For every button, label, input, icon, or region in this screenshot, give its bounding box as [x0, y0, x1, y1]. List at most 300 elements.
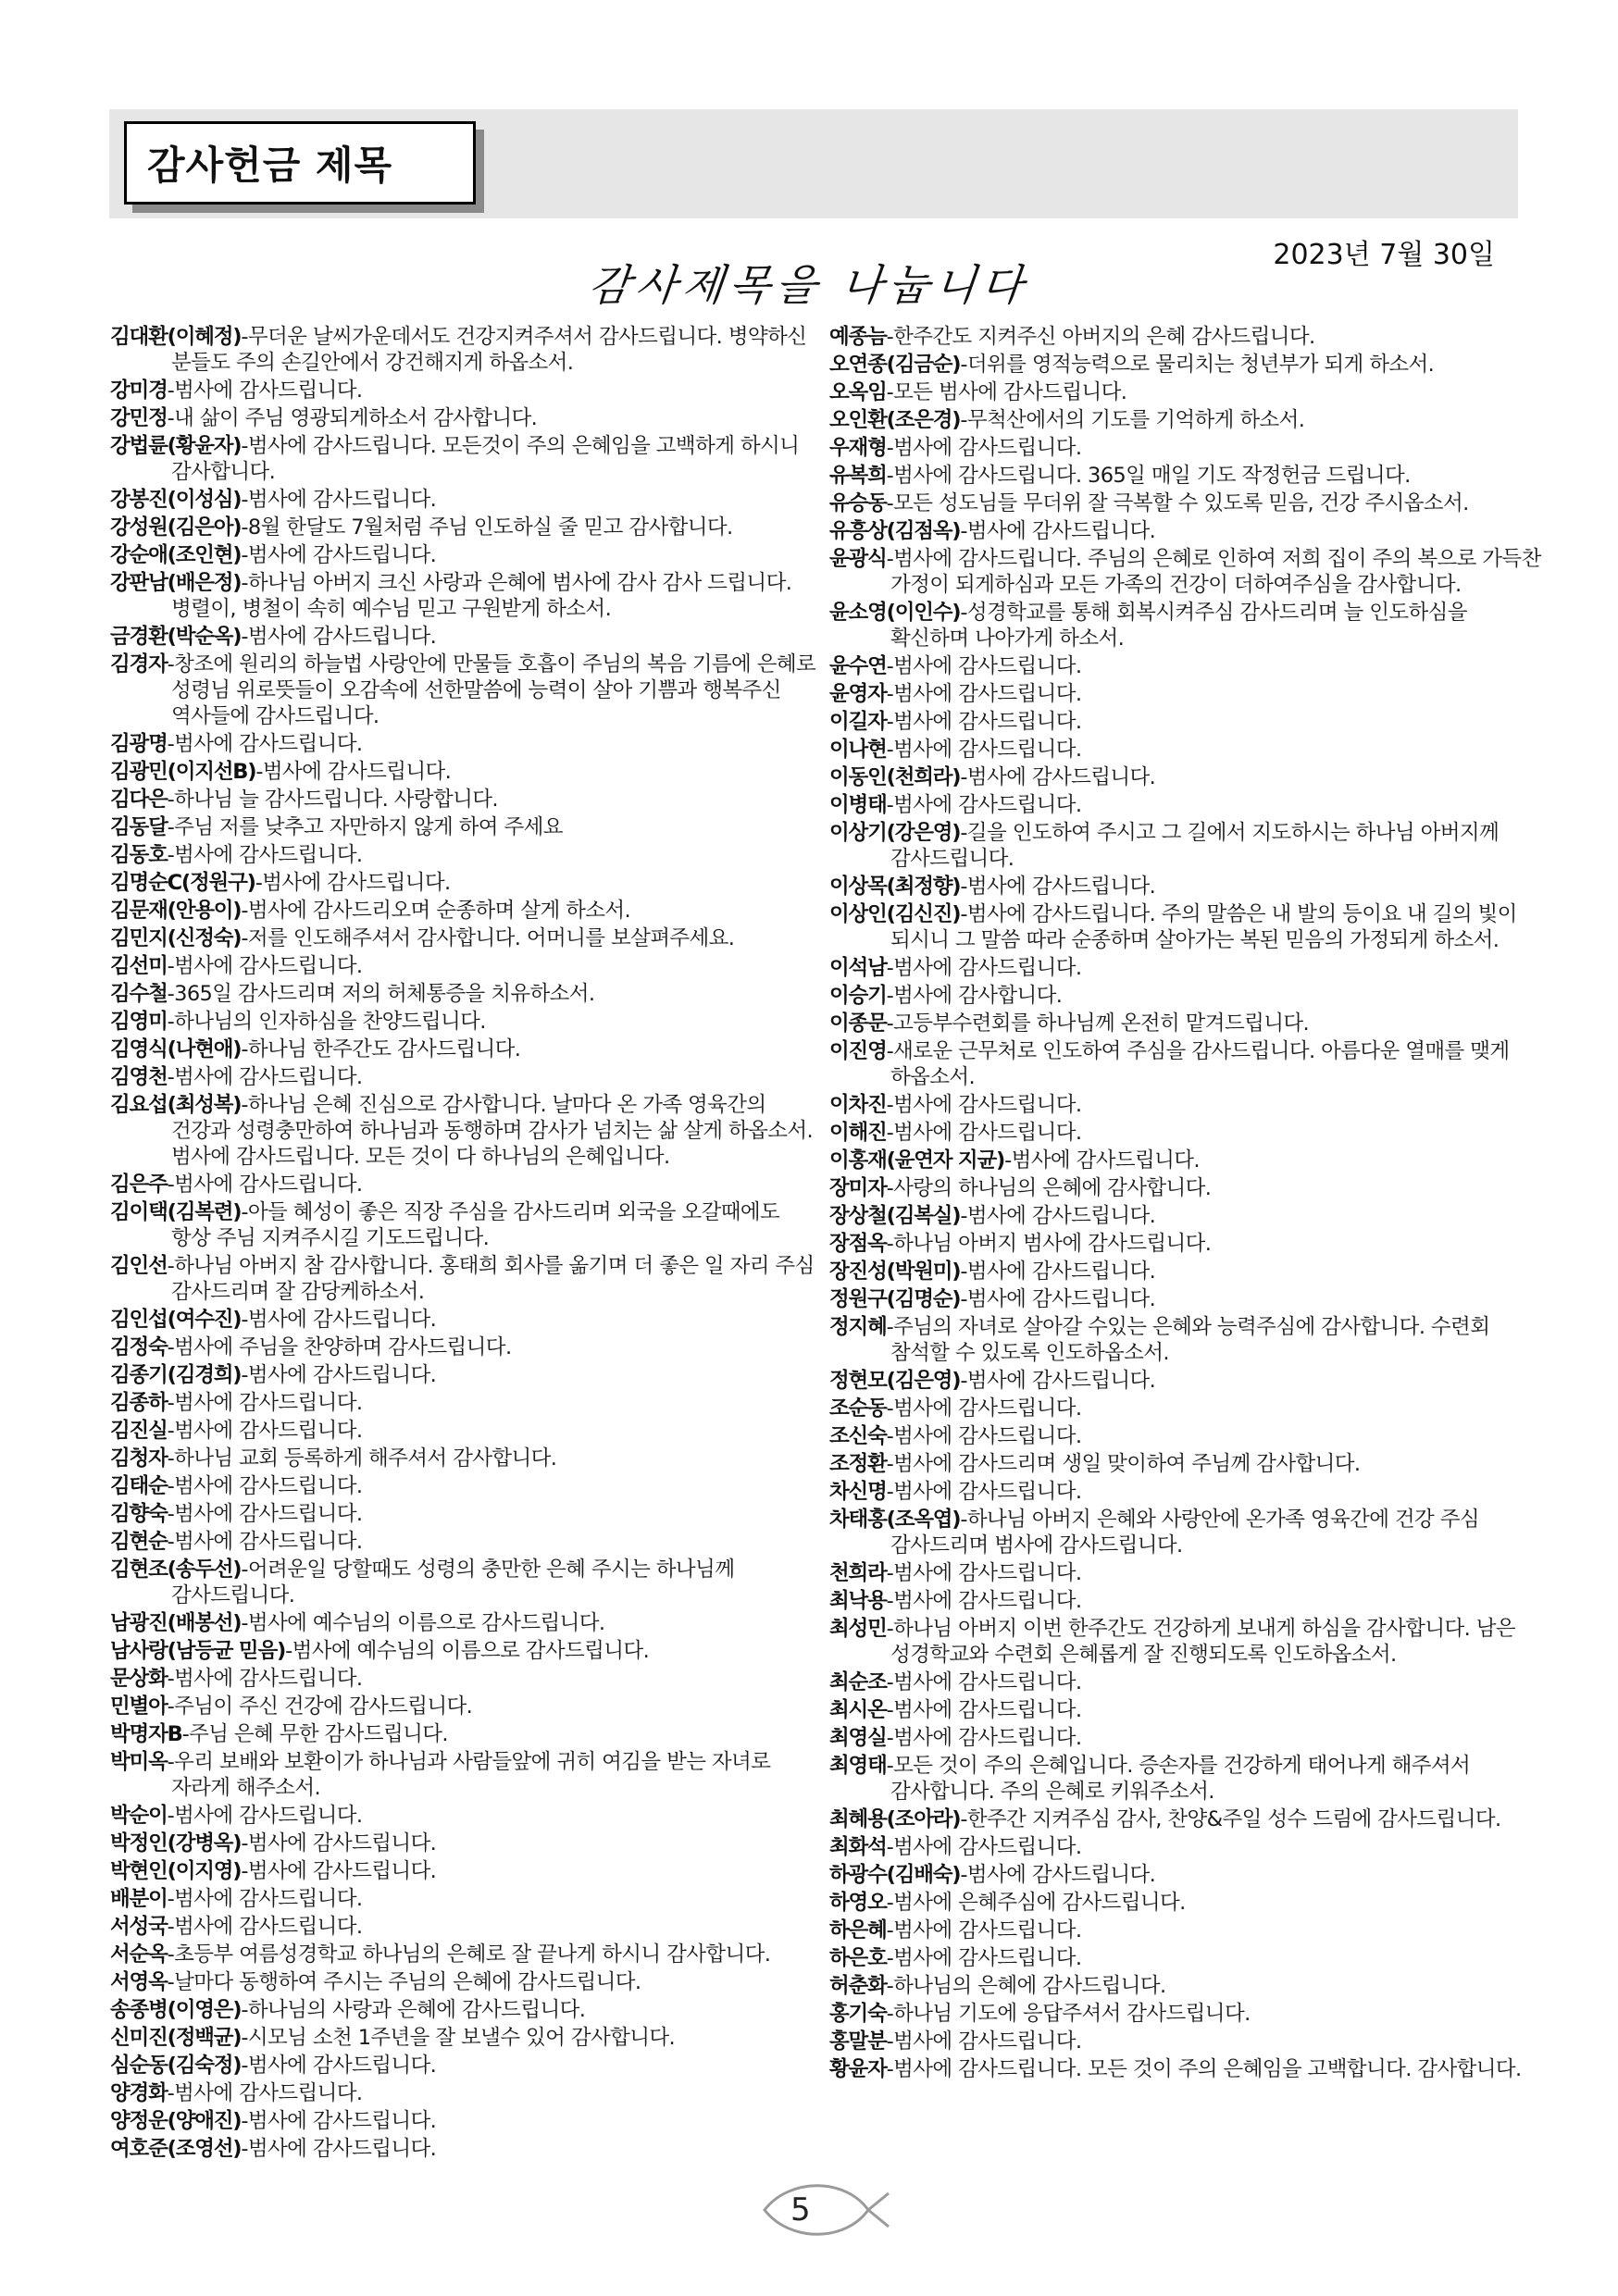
entry-name: 강판남(배은정) [110, 571, 242, 595]
entry-name: 박정인(강병옥) [110, 1831, 242, 1855]
entry-message: -범사에 감사합니다. [886, 984, 1063, 1008]
thanks-entry [110, 570, 823, 622]
thanks-entry [110, 2108, 823, 2134]
entry-message: -성경학교를 통해 회복시켜주심 감사드리며 늘 인도하심을 확신하며 나아가게 하소서. [890, 601, 1467, 651]
entry-name: 정원구(김명순) [829, 1287, 961, 1311]
entry-name: 서영옥 [110, 1970, 168, 1994]
entry-message: -범사에 감사드립니다. [886, 1918, 1082, 1942]
entry-message: -범사에 감사드립니다. [241, 543, 437, 567]
entry-message: -모든 성도님들 무더위 잘 극복할 수 있도록 믿음, 건강 주시옵소서. [886, 491, 1469, 515]
entry-name: 박미옥 [110, 1750, 168, 1774]
entry-name: 신미진(정백균) [110, 2026, 242, 2050]
entry-message: -범사에 감사드립니다. [886, 1835, 1082, 1859]
thanks-entry [110, 2080, 823, 2106]
entry-name: 김인선 [110, 1254, 168, 1278]
entry-message: -아들 혜성이 좋은 직장 주심을 감사드리며 외국을 오갈때에도 항상 주님 지켜주시길 기도드립니다. [171, 1200, 780, 1250]
thanks-entry [829, 1175, 1542, 1201]
entry-message: -범사에 감사드립니다. [1004, 1148, 1200, 1173]
entry-message: -범사에 감사드립니다. [886, 1589, 1082, 1613]
entry-message: -범사에 감사드립니다. [241, 2109, 437, 2133]
entry-name: 남광진(배봉선) [110, 1611, 242, 1635]
entry-message: -초등부 여름성경학교 하나님의 은혜로 잘 끝나게 하시니 감사합니다. [167, 1942, 771, 1967]
entry-name: 김현조(송두선) [110, 1558, 242, 1582]
thanks-entry [110, 542, 823, 568]
entry-message: -범사에 감사드립니다. [167, 1887, 363, 1911]
section-title-box [124, 121, 476, 205]
entry-name: 조정환 [829, 1452, 887, 1476]
entry-message: -하나님 아버지 크신 사랑과 은혜에 범사에 감사 감사 드립니다. 병렬이, 병철이 속히 예수님 믿고 구원받게 하소서. [171, 571, 792, 621]
entry-name: 김영식(나현애) [110, 1037, 242, 1061]
page-title: 감사헌금 제목 [147, 143, 393, 188]
thanks-entry [829, 1148, 1542, 1173]
thanks-entry [829, 463, 1542, 489]
entry-name: 김이택(김복련) [110, 1200, 242, 1224]
entry-name: 유흥상(김점옥) [829, 519, 961, 543]
thanks-entry [829, 407, 1542, 433]
entry-message: -범사에 감사드립니다. [167, 843, 363, 867]
entry-name: 최낙용 [829, 1589, 887, 1613]
entry-message: -모든 범사에 감사드립니다. [886, 380, 1127, 404]
entry-name: 조순동 [829, 1396, 887, 1421]
entry-name: 하은혜 [829, 1918, 887, 1942]
thanks-entry [110, 759, 823, 785]
entry-message: -하나님의 은혜에 감사드립니다. [886, 1974, 1166, 1998]
entry-message: -범사에 감사드립니다. [886, 793, 1082, 817]
entry-name: 김민지(신정숙) [110, 926, 242, 950]
entry-name: 김대환(이혜정) [110, 325, 242, 349]
fish-icon [757, 2173, 896, 2247]
entry-message: -하나님 늘 감사드립니다. 사랑합니다. [167, 788, 498, 812]
entry-message: -범사에 감사드립니다. 모든것이 주의 은혜임을 고백하게 하시니 감사합니다. [171, 434, 800, 484]
thanks-entry [829, 1890, 1542, 1916]
thanks-entry [829, 1588, 1542, 1614]
entry-name: 서성국 [110, 1915, 168, 1939]
entry-name: 문상화 [110, 1667, 168, 1691]
entry-name: 양경화 [110, 2081, 168, 2105]
entry-name: 예종늠 [829, 325, 887, 349]
entry-message: -범사에 은혜주심에 감사드립니다. [886, 1891, 1186, 1915]
thanks-entry [110, 953, 823, 979]
entry-message: -범사에 감사드립니다. [241, 1363, 437, 1387]
entry-name: 이홍재(윤연자 지균) [829, 1148, 1005, 1173]
entry-name: 박순이 [110, 1804, 168, 1828]
entry-message: -범사에 감사드립니다. [167, 1173, 363, 1197]
entry-name: 오인환(조은경) [829, 408, 961, 432]
entry-message: -범사에 감사드립니다. 주님의 은혜로 인하여 저희 집이 주의 복으로 가득찬 가정이 되게하심과 모든 가족의 건강이 더하여주심을 감사합니다. [886, 547, 1541, 597]
entry-message: -범사에 감사드립니다. [886, 682, 1082, 706]
thanks-entry [829, 653, 1542, 679]
entry-name: 김현순 [110, 1530, 168, 1554]
entry-message: -범사에 감사드리며 생일 맞이하여 주님께 감사합니다. [886, 1452, 1361, 1476]
thanks-entry [829, 2001, 1542, 2027]
thanks-entry [110, 1253, 823, 1305]
entry-message: -8월 한달도 7월처럼 주님 인도하실 줄 믿고 감사합니다. [241, 515, 733, 540]
entry-name: 황윤자 [829, 2057, 887, 2081]
entry-message: -범사에 감사드리오며 순종하며 살게 하소서. [241, 899, 631, 923]
thanks-entry [110, 1749, 823, 1801]
entry-name: 남사랑(남등균 믿음) [110, 1639, 286, 1663]
entry-name: 이길자 [829, 710, 887, 734]
entry-message: -범사에 감사드립니다. [167, 1530, 363, 1554]
thanks-entry [829, 600, 1542, 652]
entry-message: -범사에 예수님의 이름으로 감사드립니다. [241, 1611, 605, 1635]
thanks-entry [829, 1092, 1542, 1118]
thanks-entry [829, 379, 1542, 405]
thanks-entry [110, 1092, 823, 1170]
thanks-entry [829, 1259, 1542, 1285]
entry-name: 김선미 [110, 954, 168, 978]
thanks-entry [829, 955, 1542, 981]
entry-message: -하나님 한주간도 감사드립니다. [241, 1037, 521, 1061]
thanks-entry [110, 731, 823, 757]
thanks-entry [110, 1886, 823, 1912]
entry-message: -어려운일 당할때도 성령의 충만한 은혜 주시는 하나님께 감사드립니다. [171, 1558, 735, 1607]
thanks-entry [110, 1307, 823, 1333]
entry-name: 이상목(최정향) [829, 875, 961, 899]
left-column [110, 324, 823, 2166]
entry-name: 최화석 [829, 1835, 887, 1859]
entry-name: 윤소영(이인수) [829, 601, 961, 625]
entry-message: -길을 인도하여 주시고 그 길에서 지도하시는 하나님 아버지께 감사드립니다. [890, 821, 1500, 871]
thanks-entry [110, 2025, 823, 2051]
entry-message: -범사에 감사드립니다. [886, 1946, 1082, 1970]
entry-message: -주님의 자녀로 살아갈 수있는 은혜와 능력주심에 감사합니다. 수련회 참석할 수 있도록 인도하옵소서. [886, 1315, 1490, 1365]
entry-message: -범사에 감사드립니다. [960, 1204, 1156, 1228]
entry-name: 조신숙 [829, 1424, 887, 1448]
entry-message: -범사에 감사드립니다. [886, 2029, 1082, 2054]
thanks-entry [829, 1451, 1542, 1477]
thanks-entry [829, 1669, 1542, 1695]
thanks-entry [110, 842, 823, 868]
entry-message: -범사에 주님을 찬양하며 감사드립니다. [167, 1335, 512, 1359]
thanks-entry [829, 352, 1542, 378]
entry-message: -하나님 아버지 범사에 감사드립니다. [886, 1232, 1212, 1256]
thanks-entry [829, 764, 1542, 790]
entry-message: -사랑의 하나님의 은혜에 감사합니다. [886, 1176, 1212, 1200]
thanks-entry [829, 737, 1542, 763]
entry-message: -하나님 기도에 응답주셔서 감사드립니다. [886, 2002, 1251, 2026]
thanks-entry [829, 1203, 1542, 1229]
entry-name: 하광수(김배숙) [829, 1863, 961, 1887]
thanks-entry [829, 1286, 1542, 1312]
entry-name: 금경환(박순옥) [110, 625, 242, 649]
entry-name: 박현인(이지영) [110, 1859, 242, 1883]
thanks-entry [829, 435, 1542, 461]
entry-message: -범사에 감사드립니다. [886, 1726, 1082, 1750]
entry-message: -범사에 감사드립니다. [886, 956, 1082, 980]
entry-name: 양정운(양애진) [110, 2109, 242, 2133]
thanks-entry [110, 2053, 823, 2079]
thanks-entry [110, 378, 823, 403]
entry-message: -범사에 감사드립니다. [167, 1419, 363, 1443]
entry-name: 허춘화 [829, 1974, 887, 1998]
thanks-entry [110, 898, 823, 924]
thanks-entry [829, 792, 1542, 818]
entry-message: -범사에 감사드립니다. [886, 1670, 1082, 1694]
entry-name: 김수철 [110, 982, 168, 1006]
entry-name: 차태홍(조옥엽) [829, 1508, 961, 1532]
entry-message: -범사에 감사드립니다. [241, 488, 437, 512]
entry-name: 차신명 [829, 1480, 887, 1504]
entry-message: -하나님 아버지 참 감사합니다. 홍태희 회사를 옮기며 더 좋은 일 자리 주심 감사드리며 잘 감당케하소서. [167, 1254, 815, 1304]
entry-message: -무척산에서의 기도를 기억하게 하소서. [960, 408, 1305, 432]
entry-message: -범사에 감사드립니다. [886, 436, 1082, 460]
thanks-entry [829, 1368, 1542, 1394]
entry-name: 이진영 [829, 1039, 887, 1063]
entry-message: -범사에 감사드립니다. [241, 1831, 437, 1855]
entry-message: -범사에 감사드립니다. [960, 1369, 1156, 1393]
thanks-entry [829, 1423, 1542, 1449]
thanks-entry [110, 1831, 823, 1856]
entry-name: 강성원(김은아) [110, 515, 242, 540]
entry-name: 김종하 [110, 1391, 168, 1415]
entry-message: -저를 인도해주셔서 감사합니다. 어머니를 보살펴주세요. [241, 926, 735, 950]
entry-message: -하나님 교회 등록하게 해주셔서 감사합니다. [167, 1446, 557, 1471]
thanks-entry [829, 983, 1542, 1009]
thanks-entry [110, 1721, 823, 1747]
entry-message: -범사에 감사드립니다. [241, 2137, 437, 2161]
entry-message: -모든 것이 주의 은혜입니다. 증손자를 건강하게 태어나게 해주셔서 감사합니다. 주의 은혜로 키워주소서. [886, 1754, 1471, 1804]
thanks-entry [110, 487, 823, 513]
thanks-entry [829, 1507, 1542, 1558]
bulletin-date: 2023년 7월 30일 [1273, 239, 1495, 271]
entry-message: -범사에 감사드립니다. [886, 1698, 1082, 1722]
thanks-entry [110, 1009, 823, 1035]
entry-name: 김진실 [110, 1419, 168, 1443]
page-number-badge [757, 2173, 896, 2247]
thanks-entry [829, 1396, 1542, 1421]
thanks-entry [829, 1945, 1542, 1971]
thanks-entry [110, 1610, 823, 1636]
entry-name: 서순옥 [110, 1942, 168, 1967]
thanks-entry [110, 925, 823, 951]
entry-message: -범사에 감사드립니다. [241, 2054, 437, 2078]
entry-message: -범사에 감사드립니다. [886, 1396, 1082, 1421]
entry-name: 장점옥 [829, 1232, 887, 1256]
entry-name: 홍기숙 [829, 2002, 887, 2026]
entry-name: 김광민(이지선B) [110, 760, 256, 784]
entry-name: 김광명 [110, 732, 168, 756]
thanks-entry [829, 681, 1542, 707]
entry-name: 강순애(조인현) [110, 543, 242, 567]
entry-name: 장미자 [829, 1176, 887, 1200]
entry-message: -범사에 감사드립니다. [167, 1502, 363, 1526]
entry-message: -범사에 감사드립니다. [886, 710, 1082, 734]
thanks-entry [110, 1638, 823, 1664]
entry-message: -범사에 감사드립니다. 365일 매일 기도 작정헌금 드립니다. [886, 464, 1411, 488]
entry-message: -범사에 감사드립니다. [960, 1863, 1156, 1887]
entry-message: -범사에 감사드립니다. [960, 765, 1156, 789]
entry-message: -범사에 감사드립니다. [167, 1667, 363, 1691]
entry-name: 이병태 [829, 793, 887, 817]
entry-message: -범사에 감사드립니다. [241, 1308, 437, 1332]
entry-name: 송종병(이영은) [110, 1998, 242, 2022]
thanks-entry [110, 1969, 823, 1995]
thanks-entry [110, 1199, 823, 1251]
thanks-entry [110, 1334, 823, 1360]
entry-name: 김태순 [110, 1474, 168, 1498]
thanks-entry [829, 874, 1542, 900]
entry-message: -범사에 감사드립니다. [241, 1859, 437, 1883]
thanks-entry [829, 1479, 1542, 1505]
entry-name: 이승기 [829, 984, 887, 1008]
entry-name: 김명순C(정원구) [110, 871, 255, 895]
thanks-entry [110, 1362, 823, 1388]
entry-name: 윤영자 [829, 682, 887, 706]
entry-name: 민별아 [110, 1694, 168, 1719]
thanks-entry [110, 1390, 823, 1416]
entry-name: 하은호 [829, 1946, 887, 1970]
thanks-entry [110, 1473, 823, 1499]
entry-name: 김정숙 [110, 1335, 168, 1359]
thanks-entry [829, 2029, 1542, 2054]
thanks-entry [829, 1753, 1542, 1805]
thanks-entry [110, 1803, 823, 1829]
entry-message: -범사에 감사드립니다. [886, 1424, 1082, 1448]
entry-message: -주님 은혜 무한 감사드립니다. [181, 1722, 448, 1746]
entry-name: 윤수연 [829, 654, 887, 678]
entry-message: -범사에 감사드립니다. [960, 1287, 1156, 1311]
entry-name: 강법륜(황윤자) [110, 434, 242, 458]
entry-name: 유승동 [829, 491, 887, 515]
entry-name: 최영실 [829, 1726, 887, 1750]
entry-message: -하나님 아버지 은혜와 사랑안에 온가족 영육간에 건강 주심 감사드리며 범사에 감사드립니다. [890, 1508, 1480, 1558]
entry-name: 김종기(김경희) [110, 1363, 242, 1387]
thanks-entry [110, 652, 823, 729]
entry-name: 최혜용(조아라) [829, 1807, 961, 1831]
entry-name: 하영오 [829, 1891, 887, 1915]
thanks-entry [110, 787, 823, 813]
thanks-entry [110, 1557, 823, 1608]
thanks-entry [829, 1038, 1542, 1090]
entry-name: 유복희 [829, 464, 887, 488]
entry-message: -범사에 감사드립니다. [167, 1065, 363, 1089]
entry-message: -하나님의 인자하심을 찬양드립니다. [167, 1010, 486, 1034]
entry-name: 우재형 [829, 436, 887, 460]
entry-name: 강봉진(이성심) [110, 488, 242, 512]
entry-message: -365일 감사드리며 저의 허체통증을 치유하소서. [167, 982, 595, 1006]
entry-name: 오옥임 [829, 380, 887, 404]
entry-message: -범사에 감사드립니다. 주의 말씀은 내 발의 등이요 내 길의 빛이 되시니 그 말씀 따라 순종하며 살아가는 복된 믿음의 가정되게 하소서. [890, 902, 1517, 952]
entry-name: 홍말분 [829, 2029, 887, 2054]
entry-name: 김경자 [110, 652, 168, 676]
thanks-entry [110, 1036, 823, 1062]
thanks-entry [829, 490, 1542, 516]
thanks-entry [110, 1914, 823, 1940]
entry-name: 장진성(박원미) [829, 1260, 961, 1284]
entry-message: -범사에 감사드립니다. [167, 1474, 363, 1498]
entry-message: -범사에 감사드립니다. [960, 519, 1156, 543]
thanks-entry [829, 820, 1542, 872]
thanks-entry [829, 1862, 1542, 1888]
entry-name: 김인섭(여수진) [110, 1308, 242, 1332]
thanks-entry [829, 1011, 1542, 1036]
entry-message: -무더운 날씨가운데서도 건강지켜주셔서 감사드립니다. 병약하신 분들도 주의 손길안에서 강건해지게 하옵소서. [171, 325, 807, 375]
thanks-entry [829, 1697, 1542, 1723]
entry-name: 박명자B [110, 1722, 182, 1746]
thanks-entry [829, 1834, 1542, 1860]
entry-name: 이종문 [829, 1011, 887, 1036]
entry-message: -범사에 감사드립니다. [167, 732, 363, 756]
thanks-entry [829, 546, 1542, 598]
entry-message: -날마다 동행하여 주시는 주님의 은혜에 감사드립니다. [167, 1970, 641, 1994]
thanks-entry [110, 1529, 823, 1555]
entry-message: -우리 보배와 보환이가 하나님과 사람들앞에 귀히 여김을 받는 자녀로 자라게 해주소서. [167, 1750, 771, 1800]
entry-name: 이동인(천희라) [829, 765, 961, 789]
entry-name: 오연종(김금순) [829, 353, 961, 377]
entry-message: -범사에 감사드립니다. [255, 871, 451, 895]
thanks-entry [110, 1666, 823, 1692]
entry-message: -범사에 감사드립니다. [167, 1915, 363, 1939]
page-number: 5 [790, 2191, 811, 2228]
thanks-entry [829, 1120, 1542, 1146]
entry-name: 심순동(김숙정) [110, 2054, 242, 2078]
entry-name: 강민정 [110, 406, 168, 430]
entry-name: 장상철(김복실) [829, 1204, 961, 1228]
entry-name: 이석남 [829, 956, 887, 980]
thanks-entry [829, 1616, 1542, 1668]
thanks-entry [829, 1917, 1542, 1943]
entry-message: -범사에 예수님의 이름으로 감사드립니다. [285, 1639, 650, 1663]
thanks-entry [110, 1172, 823, 1198]
entry-message: -범사에 감사드립니다. [255, 760, 452, 784]
entry-name: 이해진 [829, 1121, 887, 1145]
thanks-entry [110, 981, 823, 1007]
entry-name: 김다은 [110, 788, 168, 812]
entry-name: 이나현 [829, 738, 887, 762]
thanks-entry [110, 433, 823, 485]
entry-name: 이상기(강은영) [829, 821, 961, 845]
entry-message: -새로운 근무처로 인도하여 주심을 감사드립니다. 아름다운 열매를 맺게 하옵소서. [886, 1039, 1510, 1089]
thanks-entry [829, 1314, 1542, 1366]
thanks-entry [110, 624, 823, 650]
entry-message: -주님이 주신 건강에 감사드립니다. [167, 1694, 473, 1719]
thanks-entry [110, 1418, 823, 1444]
entry-name: 김동달 [110, 815, 168, 839]
thanks-entry [110, 1446, 823, 1471]
entry-message: -범사에 감사드립니다. [960, 875, 1156, 899]
thanks-entry [110, 1064, 823, 1090]
thanks-entry [829, 2056, 1542, 2082]
entry-name: 강미경 [110, 379, 168, 403]
thanks-entry [110, 1501, 823, 1527]
entry-name: 정현모(김은영) [829, 1369, 961, 1393]
entry-name: 김요섭(최성복) [110, 1093, 242, 1117]
thanks-entry [829, 518, 1542, 544]
entry-name: 여호준(조영선) [110, 2137, 242, 2161]
entry-message: -주님 저를 낮추고 자만하지 않게 하여 주세요 [167, 815, 563, 839]
entry-message: -하나님의 사랑과 은혜에 감사드립니다. [241, 1998, 586, 2022]
entry-name: 최순조 [829, 1670, 887, 1694]
entry-message: -범사에 감사드립니다. [167, 379, 363, 403]
entry-message: -하나님 아버지 이번 한주간도 건강하게 보내게 하심을 감사합니다. 남은 성경학교와 수련회 은혜롭게 잘 진행되도록 인도하옵소서. [886, 1617, 1516, 1667]
entry-name: 윤광식 [829, 547, 887, 571]
thanks-entry [829, 324, 1542, 350]
thanks-entry [829, 1725, 1542, 1751]
entry-name: 최영태 [829, 1754, 887, 1778]
entry-message: -범사에 감사드립니다. 모든 것이 주의 은혜임을 고백합니다. 감사합니다. [886, 2057, 1522, 2081]
entry-name: 배분이 [110, 1887, 168, 1911]
entry-message: -범사에 감사드립니다. [886, 1093, 1082, 1117]
entry-message: -범사에 감사드립니다. [167, 1804, 363, 1828]
entry-message: -창조에 원리의 하늘법 사랑안에 만물들 호흡이 주님의 복음 기름에 은혜로 성령님 위로뜻들이 오감속에 선한말씀에 능력이 살아 기쁨과 행복주신 역사들에 감사드립니다. [167, 652, 816, 728]
entry-message: -범사에 감사드립니다. [241, 625, 437, 649]
entry-name: 김동호 [110, 843, 168, 867]
thanks-entry [110, 814, 823, 840]
thanks-entry [110, 2136, 823, 2162]
thanks-entry [829, 901, 1542, 953]
entry-message: -범사에 감사드립니다. [960, 1260, 1156, 1284]
